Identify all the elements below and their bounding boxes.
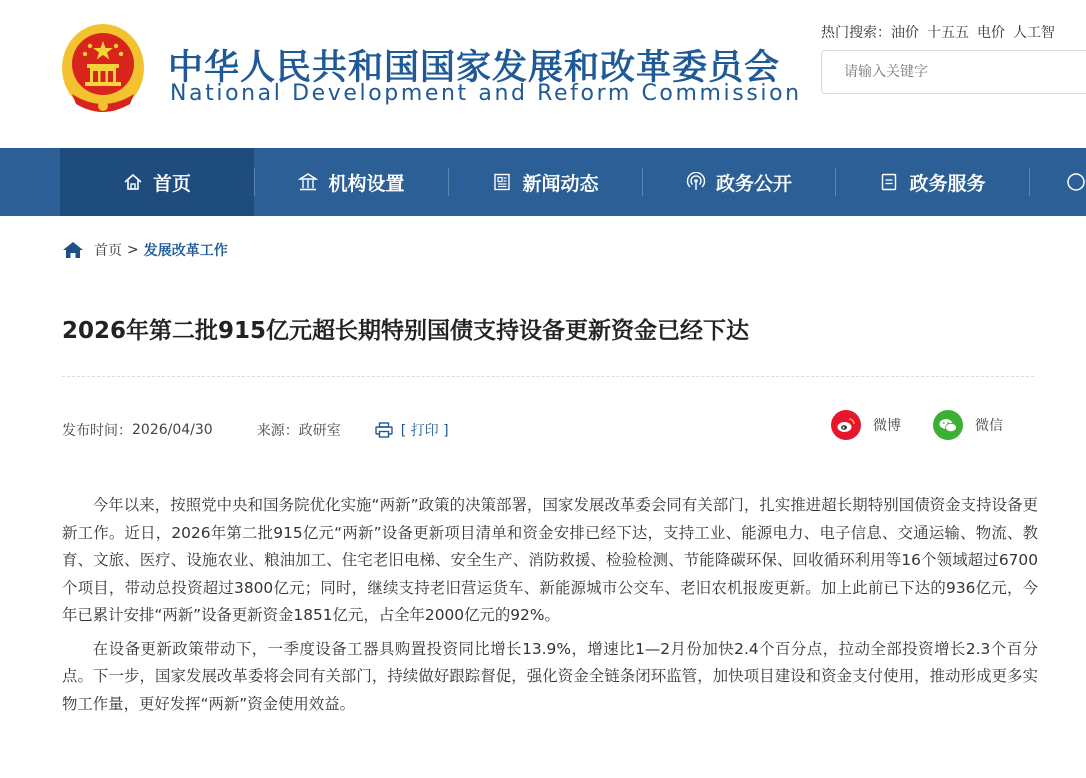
- breadcrumb-home-link[interactable]: 首页: [94, 243, 122, 259]
- wechat-icon: [933, 410, 963, 440]
- breadcrumb-separator: >: [127, 242, 139, 258]
- share-wechat-label: 微信: [975, 418, 1003, 434]
- main-nav: [0, 148, 1086, 216]
- print-label: [ 打印 ]: [400, 423, 449, 439]
- source-label: 来源：: [256, 423, 299, 439]
- nav-item-home[interactable]: [60, 148, 254, 216]
- hot-term-electricity-price[interactable]: 电价: [977, 25, 1005, 41]
- hot-search-label: 热门搜索：: [821, 25, 891, 41]
- nav-item-gov-affairs[interactable]: [643, 148, 835, 216]
- site-title-cn[interactable]: 中华人民共和国国家发展和改革委员会: [168, 48, 781, 88]
- print-button[interactable]: [375, 420, 449, 440]
- institution-icon: [298, 172, 318, 192]
- home-icon: [123, 172, 143, 192]
- breadcrumb-current-link[interactable]: 发展改革工作: [143, 243, 228, 259]
- search-input[interactable]: [822, 51, 1086, 93]
- news-icon: [492, 172, 512, 192]
- home-icon[interactable]: [62, 241, 84, 259]
- nav-item-news[interactable]: [449, 148, 642, 216]
- more-circle-icon: [1066, 172, 1086, 192]
- printer-icon: [375, 422, 393, 438]
- service-icon: [879, 172, 899, 192]
- share-wechat-button[interactable]: [933, 410, 1003, 440]
- site-title-en[interactable]: National Development and Reform Commission: [170, 81, 802, 106]
- breadcrumb: [62, 240, 228, 260]
- article-title: 2026年第二批915亿元超长期特别国债支持设备更新资金已经下达: [62, 318, 750, 344]
- title-divider: [62, 376, 1034, 377]
- source-value: 政研室: [298, 423, 341, 439]
- hot-term-ai[interactable]: 人工智: [1013, 25, 1055, 41]
- article-paragraph: 今年以来，按照党中央和国务院优化实施“两新”政策的决策部署，国家发展改革委会同有关部门，扎实推进超长期特别国债资金支持设备更新工作。近日，2026年第二批915亿元“两新”设备更新项目清单和资金安排已经下达，支持工业、能源电力、电子信息、交通运输、物流、教育、文旅、医疗、设施农业、粮油加工、住宅老旧电梯、安全生产、消防救援、检验检测、节能降碳环保、回收循环利用等16个领域超过6700个项目，带动总投资超过3800亿元；同时，继续支持老旧营运货车、新能源城市公交车、老旧农机报废更新。加上此前已下达的936亿元，今年已累计安排“两新”设备更新资金1851亿元，占全年2000亿元的92%。: [62, 496, 1038, 624]
- nav-item-institution[interactable]: [255, 148, 448, 216]
- article-meta: [62, 420, 449, 440]
- hot-search: [821, 22, 1055, 42]
- article-body: [62, 492, 1038, 724]
- publish-date: 2026/04/30: [132, 422, 213, 438]
- nav-label-home: 首页: [152, 172, 191, 195]
- hot-term-oil-price[interactable]: 油价: [891, 25, 919, 41]
- weibo-icon: [831, 410, 861, 440]
- nav-label-institution: 机构设置: [328, 172, 405, 195]
- nav-label-news: 新闻动态: [522, 172, 599, 195]
- search-box: [821, 50, 1086, 94]
- nav-label-gov-service: 政务服务: [909, 172, 986, 195]
- broadcast-icon: [686, 172, 706, 192]
- nav-item-gov-service[interactable]: [836, 148, 1029, 216]
- publish-label: 发布时间：: [62, 423, 132, 439]
- site-header: [0, 0, 1086, 148]
- nav-item-more[interactable]: [1030, 148, 1086, 216]
- hot-term-15th-plan[interactable]: 十五五: [927, 25, 969, 41]
- national-emblem-icon[interactable]: [60, 22, 146, 118]
- share-weibo-label: 微博: [873, 418, 901, 434]
- share-weibo-button[interactable]: [831, 410, 901, 440]
- nav-label-gov-affairs: 政务公开: [715, 172, 792, 195]
- article-paragraph: 在设备更新政策带动下，一季度设备工器具购置投资同比增长13.9%，增速比1—2月份加快2.4个百分点，拉动全部投资增长2.3个百分点。下一步，国家发展改革委将会同有关部门，持续做好跟踪督促，强化资金全链条闭环监管，加快项目建设和资金支付使用，推动形成更多实物工作量，更好发挥“两新”资金使用效益。: [62, 639, 1038, 713]
